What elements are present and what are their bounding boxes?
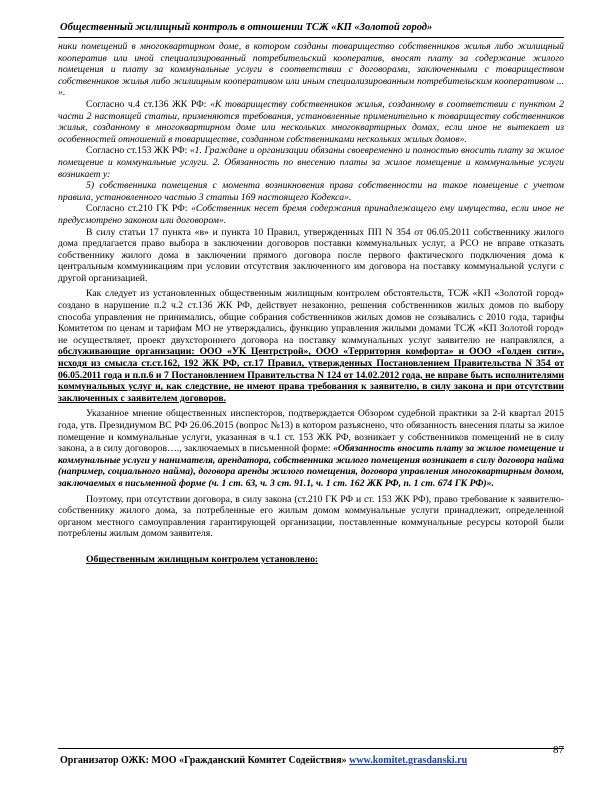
paragraph: В силу статьи 17 пункта «в» и пункта 10 Правил, утвержденных ПП N 354 от 06.05.2011 собственнику жилого дома предлагается право выбора в заключении договоров поставки коммунальных услуг, а РСО не вправе отказать собственнику жилого дома в заключении прямого договора после первого фактического подключения дома к центральным коммуникациям при условии отсутствия заключенного им договора на поставку коммунальной услуги с другой организацией.	[58, 226, 564, 284]
paragraph: Поэтому, при отсутствии договора, в силу закона (ст.210 ГК РФ и ст. 153 ЖК РФ), право требование к заявителю-собственнику жилого дома, за потребленные его жилым домом коммунальные услуги принадлежит, определенной органом местного самоуправления гарантирующей организации, поставленные коммунальные ресурсы которой были потреблены жилым домом заявителя.	[58, 493, 564, 540]
page-number: 87	[553, 744, 564, 756]
paragraph: Согласно ст.153 ЖК РФ: «1. Граждане и организации обязаны своевременно и полностью вносить плату за жилое помещение и коммунальные услуги. 2. Обязанность по внесению платы за жилое помещение и коммунальные услуги возникает у:	[58, 145, 564, 180]
paragraph: ники помещений в многоквартирном доме, в котором созданы товарищество собственников жилья либо жилищный кооператив или иной специализированный потребительский кооператив, вносят плату за содержание жилого помещения и плату за коммунальные услуги в соответствии с договорами, заключенными с товариществом собственников жилья либо жилищным кооперативом или иным специализированным потребительским кооперативом ... ».	[58, 41, 564, 99]
footer-rule	[58, 748, 564, 749]
paragraph: Указанное мнение общественных инспекторов, подтверждается Обзором судебной практики за 2-й квартал 2015 года, утв. Президиумом ВС РФ 26.06.2015 (вопрос №13) в котором разъяснено, что обязанность внесения платы за жилое помещение и коммунальные услуги, указанная в ч.1 ст. 153 ЖК РФ, возникает у собственников помещений не в силу закона, а в силу договоров…., заключаемых в письменной форме: «Обязанность вносить плату за жилое помещение и коммунальные услуги у нанимателя, арендатора, собственника жилого помещения возникает в силу договора найма (например, социального найма), договора аренды жилого помещения, договора управления многоквартирным домом, заключаемых в письменной форме (ч. 1 ст. 63, ч. 3 ст. 91.1, ч. 1 ст. 162 ЖК РФ, п. 1 ст. 674 ГК РФ)».	[58, 408, 564, 489]
section-heading: Общественным жилищным контролем установлено:	[86, 553, 319, 565]
paragraph: 5) собственника помещения с момента возникновения права собственности на такое помещение с учетом правила, установленного частью 3 статьи 169 настоящего Кодекса».	[58, 180, 564, 203]
footer-org: Организатор ОЖК: МОО «Гражданский Комитет Содействия»	[60, 755, 347, 766]
page-footer	[60, 755, 560, 766]
footer-link[interactable]: www.komitet.grasdanski.ru	[349, 755, 468, 766]
document-body	[58, 41, 564, 566]
paragraph: Согласно ст.210 ГК РФ: «Собственник несет бремя содержания принадлежащего ему имущества, если иное не предусмотрено законом или договором».	[58, 203, 565, 226]
paragraph: Согласно ч.4 ст.136 ЖК РФ: «К товариществу собственников жилья, созданному в соответствии с пунктом 2 части 2 настоящей статьи, применяются требования, установленные применительно к товариществу собственников жилья, созданному в многоквартирном доме или нескольких многоквартирных домах, если иное не вытекает из особенностей отношений в товариществе, созданном собственниками нескольких жилых домов».	[58, 98, 564, 145]
page-header: Общественный жилищный контроль в отношении ТСЖ «КП «Золотой город»	[60, 22, 433, 33]
paragraph: Как следует из установленных общественным жилищным контролем обстоятельств, ТСЖ «КП «Золотой город» создано в нарушение п.2 ч.2 ст.136 ЖК РФ, действует незаконно, решения собственников жилых домов по выбору способа управления не принимались, общие собрания собственников жилых домов не созывались с 2010 года, тарифы Комитетом по ценам и тарифам МО не утверждались, функцию управления жилыми домами ТСЖ «КП Золотой город» не осуществляет, проект двухстороннего договора на поставку коммунальных услуг заявителю не направлялся, а обслуживающие организации: ООО «УК Центрстрой», ООО «Территория комфорта» и ООО «Голден сити», исходя из смысла ст.ст.162, 192 ЖК РФ, ст.17 Правил, утвержденных Постановлением Правительства N 354 от 06.05.2011 года и п.п.6 и 7 Постановлением Правительства N 124 от 14.02.2012 года, не вправе быть исполнителями коммунальных услуг и, как следствие, не имеют права требования к заявителю, в силу закона и при отсутствии заключенных с заявителем договоров.	[58, 288, 564, 404]
header-rule	[58, 37, 564, 38]
